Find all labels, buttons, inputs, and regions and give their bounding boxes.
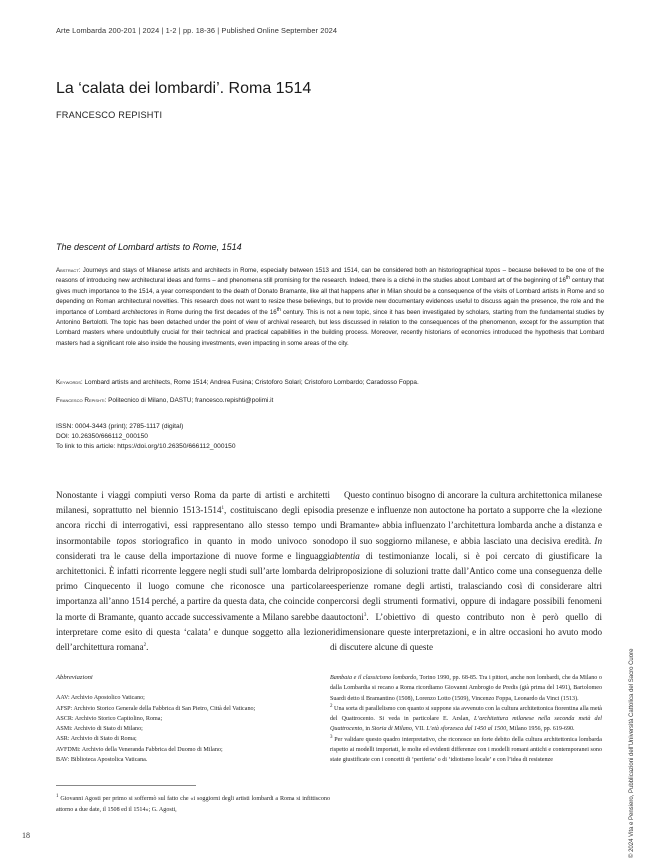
abstract-sup: th <box>276 306 281 313</box>
abbreviation-item: BAV: Biblioteca Apostolica Vaticana. <box>56 757 148 764</box>
footnote-divider <box>56 785 196 786</box>
footnotes-left <box>56 673 330 815</box>
body-text: , costituiscano degli episodi ancora ricchi di interrogativi, essi rappresentano allo stesso tempo un insormontabile <box>56 505 330 546</box>
issn: ISSN: 0004-3443 (print); 2785-1117 (digital) <box>56 423 184 430</box>
page-number: 18 <box>22 831 30 840</box>
footnote-number: 2 <box>330 703 333 709</box>
body-text: . <box>146 642 149 653</box>
body-italic: topos <box>116 535 137 546</box>
keywords-label: Keywords: <box>56 379 83 386</box>
author-name: FRANCESCO REPISHTI <box>56 110 163 120</box>
abstract-text: Journeys and stays of Milanese artists and architects in Rome, especially between 1513 and 1514, can be considered both an historiographical <box>80 267 486 274</box>
body-text: di testimonianze locali, si è poi cercato di giustificare la riproposizione di soluzioni tratte dall’Antico come una conseguenza delle esperienze romane degli artisti, tralasciando così di considerare altri percorsi degli strumenti formativi, oppure di indagare possibili fenomeni autoctoni <box>330 550 602 622</box>
abbreviation-item: ASCR: Archivio Storico Capitolino, Roma; <box>56 715 163 722</box>
affiliation <box>56 397 604 404</box>
body-italic: In abtentia <box>330 535 602 561</box>
abstract-text: century that gives much importance to the 1514, a year correspondent to the death of Donato Bramante, like all that happens after in Milan should be a consequence of the visits of Lombard artists in Rome and so depending on Roman architectural novelties. This research does not want to resize these believings, but to provide new documentary evidences useful to discuss again the presence, the role and the importance of Lombard <box>56 277 605 316</box>
footnote-italic: L’età sforzesca dal 1450 al 1500 <box>426 726 507 733</box>
body-text: Nonostante i viaggi compiuti verso Roma da parte di artisti e architetti milanesi, soprattutto nel biennio 1513-1514 <box>56 490 330 516</box>
footnote-3 <box>330 735 602 766</box>
body-text: . L’obiettivo di questo contributo non è però quello di ridimensionare queste interpretazioni, e in altre occasioni ho avuto modo di discutere alcune di queste <box>330 611 602 653</box>
footnote-text: , in <box>362 726 372 733</box>
footnote-italic: Storia di Milano <box>371 726 412 733</box>
affiliation-name: Francesco Repishti <box>56 397 105 404</box>
copyright-side-note: © 2024 Vita e Pensiero, Pubblicazioni dell’Università Cattolica del Sacro Cuore <box>629 648 635 858</box>
footnote-italic: Bambaia e il classicismo lombardo <box>330 675 417 681</box>
abstract-text: century. This is not a new topic, since it has been investigated by scholars, starting from the fundamental studies by Antonino Bertolotti. The topic has been detached under the point of view of archival research, but less discussed in relation to the consequences of the phenomenon, except for the assumption that Lombard masters where undoubtfully crucial for their technical and practical capabilities in the building process. Moreover, recently historians of economics introduced the hypothesis that Lombard masters had a significant role also inside the housing investments, even impacting in some areas of the city. <box>56 308 604 347</box>
footnote-ref[interactable]: 1 <box>221 506 224 512</box>
doi[interactable]: DOI: 10.26350/666112_000150 <box>56 433 148 441</box>
footnote-1-continued <box>330 673 602 704</box>
abstract-label: Abstract: <box>56 267 81 274</box>
affiliation-text[interactable]: : Politecnico di Milano, DASTU; francesco.repishti@polimi.it <box>104 397 274 404</box>
abstract <box>56 266 604 349</box>
footnote-text: , Milano 1956, pp. 619-690. <box>506 726 575 733</box>
keywords-text: Lombard artists and architects, Rome 1514; Andrea Fusina; Cristoforo Solari; Cristoforo Lombardo; Caradosso Foppa. <box>82 379 419 386</box>
footnote-text: , VII. <box>411 726 427 733</box>
abbreviation-item: AAV: Archivio Apostolico Vaticano; <box>56 695 145 702</box>
running-header: Arte Lombarda 200-201 | 2024 | 1-2 | pp. 18-36 | Published Online September 2024 <box>56 26 338 35</box>
abstract-italic: topos <box>485 267 501 274</box>
footnote-italic: L’architettura milanese nella seconda metà del Quattrocento <box>330 716 602 733</box>
abbreviation-item: ASMi: Archivio di Stato di Milano; <box>56 726 143 733</box>
english-title: The descent of Lombard artists to Rome, 1514 <box>56 242 242 252</box>
keywords <box>56 379 604 386</box>
abbreviation-item: AVFDMi: Archivio della Veneranda Fabbrica del Duomo di Milano; <box>56 746 223 753</box>
footnote-ref[interactable]: 3 <box>363 612 367 618</box>
abstract-sup: th <box>565 275 571 282</box>
abbreviation-item: AFSP: Archivio Storico Generale della Fabbrica di San Pietro, Città del Vaticano; <box>56 705 256 712</box>
footnote-text: Una sorta di parallelismo con quanto si suppone sia avvenuto con la cultura architettonica fiorentina alla metà del Quattrocento. Si veda in particolare E. Arslan, <box>330 705 602 723</box>
body-text: Questo continuo bisogno di ancorare la cultura architettonica milanese a presenze e influenze non autoctone ha portato a supporre che la «lezione di Bramante» abbia influenzato l’architettura lombarda anche a distanza e dopo il suo soggiorno milanese, e abbia lasciato una decisiva eredità. <box>330 490 602 546</box>
article-link[interactable]: To link to this article: https://doi.org/10.26350/666112_000150 <box>56 443 236 451</box>
abbreviations-heading: Abbreviazioni <box>56 674 93 681</box>
body-column-left <box>56 488 330 655</box>
footnote-text: , Torino 1990, pp. 68-85. Tra i pittori, anche non lombardi, che da Milano o dalla Lombardia si recano a Roma ricordiamo Giovanni Ambrogio de Predis (già prima del 1491), Bartolomeo Suardi detto il Bramantino (1508), Lorenzo Lotto (1509), Vincenzo Foppa, Leonardo da Vinci (1513). <box>330 675 602 702</box>
footnote-text: Giovanni Agosti per primo si soffermò sul fatto che «i soggiorni degli artisti lombardi a Roma si infittiscono attorno a due date, il 1508 ed il 1514»; G. Agosti, <box>56 796 330 813</box>
footnote-text: Per validare questo quadro interpretativo, che riconosce un forte debito della cultura architettonica lombarda rispetto ai modelli importati, le molte ed evidenti differenze con i modelli romani antichi e contemporanei sono state giustificate con i concetti di ‘periferia’ o di ‘idiotismo locale’ e con l’idea di resistenze <box>330 736 602 764</box>
footnote-number: 3 <box>330 734 333 740</box>
footnote-1 <box>56 794 330 815</box>
abbreviation-item: ASR: Archivio di Stato di Roma; <box>56 736 137 743</box>
identifiers <box>56 422 236 453</box>
body-text: storiografico in quanto in modo univoco sono considerati tra le cause della importazione di nuove forme e linguaggi architettonici. È infatti ricorrente leggere negli studi sull’arte lombarda del primo Cinquecento il luogo comune che riconosce una particolare importanza all’anno 1514 perché, a partire da questa data, che coincide con la morte di Bramante, quanto accade successivamente a Milano sarebbe da interpretare come esito di questa ‘calata’ e dunque soggetto alla lezione dell’architettura romana <box>56 535 330 653</box>
abstract-text: in Rome during the first decades of the 16 <box>157 308 277 316</box>
abstract-text: – because believed to be one of the reasons of introducing new architectural ideas and forms – and phenomena still promising for the research. Indeed, there is a cliché in the studies about Lombard art of the beginning of 16 <box>56 267 604 285</box>
footnotes-right <box>330 673 602 766</box>
footnote-2 <box>330 704 602 735</box>
footnote-ref[interactable]: 2 <box>143 643 147 648</box>
footnote-number: 1 <box>56 794 59 800</box>
abstract-italic: architectores <box>122 308 158 316</box>
body-column-right <box>330 488 602 655</box>
article-title: La ‘calata dei lombardi’. Roma 1514 <box>56 80 312 97</box>
